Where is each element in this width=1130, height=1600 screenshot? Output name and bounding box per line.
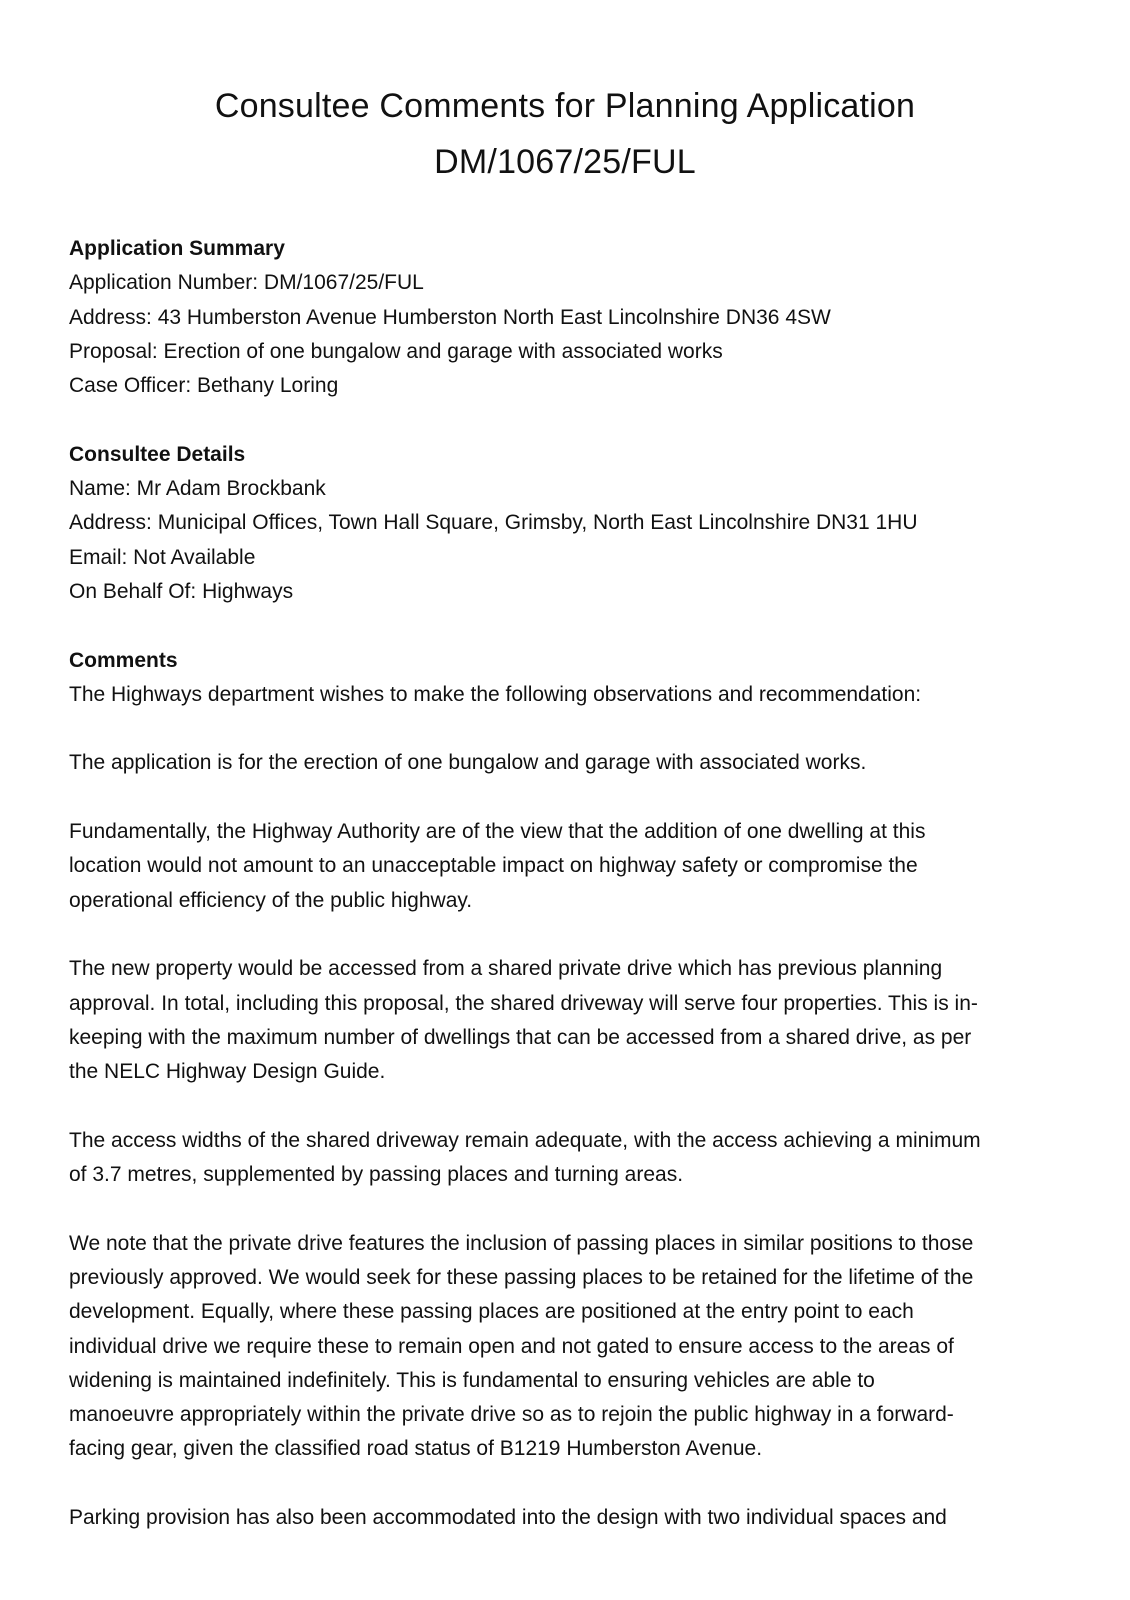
comments-section [69, 644, 1069, 1536]
application-proposal: Proposal: Erection of one bungalow and garage with associated works [69, 339, 723, 363]
application-address: Address: 43 Humberston Avenue Humberston North East Lincolnshire DN36 4SW [69, 305, 831, 329]
paragraph-line: the NELC Highway Design Guide. [69, 1060, 386, 1084]
comments-intro: The Highways department wishes to make the following observations and recommendation: [69, 682, 922, 706]
case-officer: Case Officer: Bethany Loring [69, 374, 339, 398]
spacer [69, 1089, 1069, 1123]
title-line-1: Consultee Comments for Planning Application [214, 87, 916, 125]
spacer [69, 712, 1069, 746]
paragraph-line: individual drive we require these to remain open and not gated to ensure access to the areas of [69, 1334, 954, 1358]
paragraph-line: development. Equally, where these passing places are positioned at the entry point to each [69, 1300, 914, 1324]
comment-paragraph-5 [69, 1227, 1069, 1467]
paragraph-line: The access widths of the shared driveway remain adequate, with the access achieving a minimum [69, 1128, 981, 1152]
paragraph-line: approval. In total, including this proposal, the shared driveway will serve four properties. This is in- [69, 991, 978, 1015]
paragraph-line: of 3.7 metres, supplemented by passing places and turning areas. [69, 1163, 684, 1187]
consultee-email: Email: Not Available [69, 545, 256, 569]
spacer [69, 1192, 1069, 1226]
page-title [0, 78, 1130, 190]
paragraph-line: Fundamentally, the Highway Authority are of the view that the addition of one dwelling at this [69, 820, 926, 844]
consultee-details-section [69, 438, 1069, 609]
paragraph-line: location would not amount to an unacceptable impact on highway safety or compromise the [69, 854, 918, 878]
paragraph-line: facing gear, given the classified road status of B1219 Humberston Avenue. [69, 1437, 763, 1461]
paragraph-line: previously approved. We would seek for these passing places to be retained for the lifetime of the [69, 1265, 974, 1289]
comment-paragraph-2 [69, 815, 1069, 918]
spacer [69, 918, 1069, 952]
paragraph-line: manoeuvre appropriately within the private drive so as to rejoin the public highway in a forward- [69, 1403, 954, 1427]
document-body [69, 232, 1069, 1535]
spacer [69, 609, 1069, 643]
paragraph-line: We note that the private drive features the inclusion of passing places in similar positions to those [69, 1231, 974, 1255]
comment-paragraph-4 [69, 1124, 1069, 1193]
consultee-name: Name: Mr Adam Brockbank [69, 477, 326, 501]
comment-paragraph-1: The application is for the erection of one bungalow and garage with associated works. [69, 751, 867, 775]
comment-paragraph-3 [69, 952, 1069, 1089]
paragraph-line: Parking provision has also been accommodated into the design with two individual spaces and [69, 1505, 947, 1529]
consultee-address: Address: Municipal Offices, Town Hall Square, Grimsby, North East Lincolnshire DN31 1HU [69, 511, 918, 535]
paragraph-line: operational efficiency of the public highway. [69, 888, 473, 912]
consultee-details-heading: Consultee Details [69, 442, 246, 466]
consultee-on-behalf-of: On Behalf Of: Highways [69, 579, 294, 603]
application-summary-section [69, 232, 1069, 403]
paragraph-line: keeping with the maximum number of dwellings that can be accessed from a shared drive, as per [69, 1025, 972, 1049]
spacer [69, 403, 1069, 437]
paragraph-line: The new property would be accessed from a shared private drive which has previous planning [69, 957, 943, 981]
application-number: Application Number: DM/1067/25/FUL [69, 271, 424, 295]
spacer [69, 1467, 1069, 1501]
application-summary-heading: Application Summary [69, 237, 285, 260]
comment-paragraph-6 [69, 1501, 1069, 1535]
comments-heading: Comments [69, 648, 178, 672]
spacer [69, 781, 1069, 815]
title-line-2: DM/1067/25/FUL [434, 143, 696, 181]
paragraph-line: widening is maintained indefinitely. This is fundamental to ensuring vehicles are able to [69, 1368, 875, 1392]
